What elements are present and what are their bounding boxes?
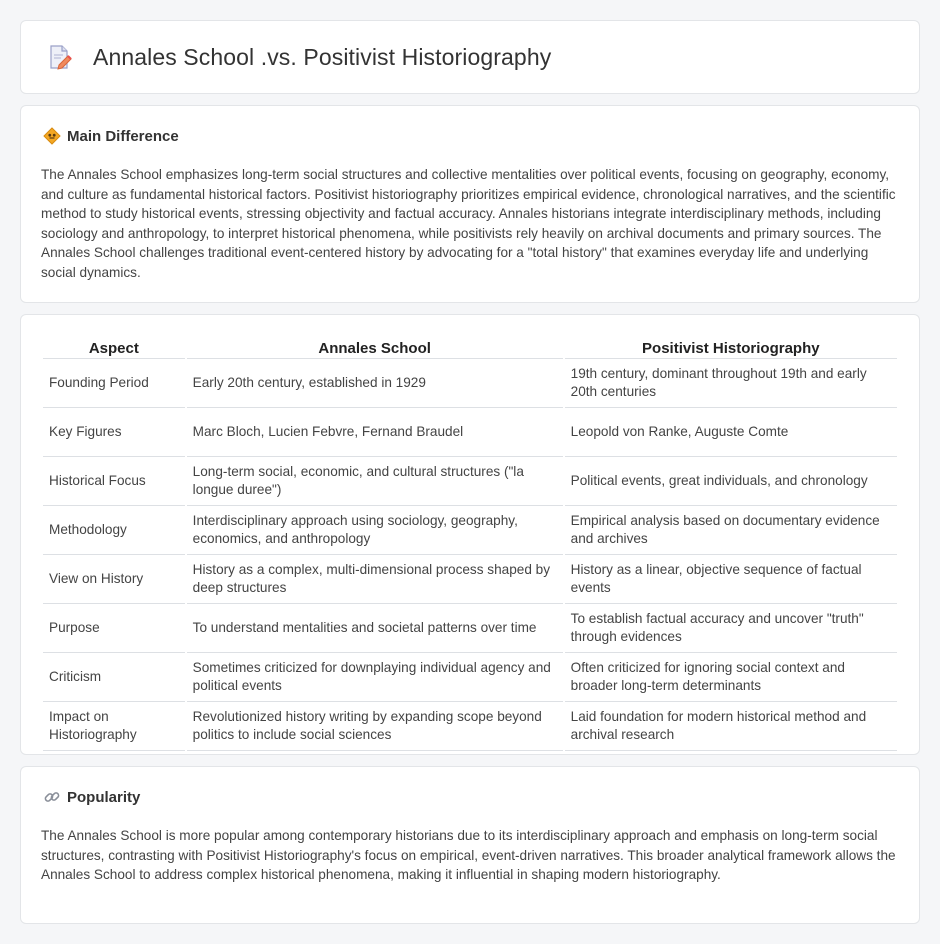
table-row [43, 702, 897, 751]
table-row [43, 604, 897, 653]
column-header: Positivist Historiography [565, 335, 897, 359]
aspect-cell: Impact on Historiography [43, 702, 185, 751]
comparison-card [20, 314, 920, 755]
column-header: Annales School [187, 335, 563, 359]
title-row [47, 43, 551, 71]
annales-cell: Early 20th century, established in 1929 [187, 359, 563, 408]
annales-cell: Long-term social, economic, and cultural structures ("la longue duree") [187, 457, 563, 506]
annales-cell: To understand mentalities and societal patterns over time [187, 604, 563, 653]
table-row [43, 506, 897, 555]
annales-cell: Revolutionized history writing by expanding scope beyond politics to include social sciences [187, 702, 563, 751]
popularity-text: The Annales School is more popular among contemporary historians due to its interdisciplinary approach and emphasis on long-term social structures, contrasting with Positivist Historiography's focus on empirical, event-driven narratives. This broader analytical framework allows the Annales School to address complex historical phenomena, making it influential in shaping modern historiography. [41, 828, 896, 883]
table-header-row [43, 335, 897, 359]
positivist-cell: History as a linear, objective sequence of factual events [565, 555, 897, 604]
popularity-heading [43, 788, 140, 806]
main-difference-heading [43, 127, 179, 145]
table-row [43, 359, 897, 408]
positivist-cell: Leopold von Ranke, Auguste Comte [565, 408, 897, 457]
positivist-cell: Laid foundation for modern historical method and archival research [565, 702, 897, 751]
table-row [43, 653, 897, 702]
document-edit-icon [47, 43, 73, 71]
main-difference-card [20, 105, 920, 303]
main-difference-text: The Annales School emphasizes long-term social structures and collective mentalities over political events, focusing on geography, economy, and culture as fundamental historical factors. Positivist historiography prioritizes empirical evidence, chronological narratives, and the scientific method to study historical events, stressing objectivity and factual accuracy. Annales historians integrate interdisciplinary methods, including sociology and anthropology, to interpret historical phenomena, while positivists rely heavily on archival documents and primary sources. The Annales School challenges traditional event-centered history by advocating for a "total history" that examines everyday life and underlying social dynamics. [41, 167, 896, 280]
aspect-cell: Methodology [43, 506, 185, 555]
diamond-sign-icon [43, 127, 61, 145]
aspect-cell: View on History [43, 555, 185, 604]
annales-cell: Sometimes criticized for downplaying individual agency and political events [187, 653, 563, 702]
aspect-cell: Purpose [43, 604, 185, 653]
column-header: Aspect [43, 335, 185, 359]
aspect-cell: Founding Period [43, 359, 185, 408]
table-row [43, 457, 897, 506]
annales-cell: History as a complex, multi-dimensional process shaped by deep structures [187, 555, 563, 604]
popularity-card [20, 766, 920, 924]
positivist-cell: Often criticized for ignoring social context and broader long-term determinants [565, 653, 897, 702]
annales-cell: Interdisciplinary approach using sociology, geography, economics, and anthropology [187, 506, 563, 555]
comparison-table [41, 335, 899, 751]
positivist-cell: Political events, great individuals, and chronology [565, 457, 897, 506]
popularity-title: Popularity [67, 788, 141, 806]
table-row [43, 408, 897, 457]
table-row [43, 555, 897, 604]
positivist-cell: Empirical analysis based on documentary evidence and archives [565, 506, 897, 555]
positivist-cell: 19th century, dominant throughout 19th and early 20th centuries [565, 359, 897, 408]
positivist-cell: To establish factual accuracy and uncover "truth" through evidences [565, 604, 897, 653]
main-difference-title: Main Difference [67, 127, 179, 145]
aspect-cell: Key Figures [43, 408, 185, 457]
aspect-cell: Criticism [43, 653, 185, 702]
page-title: Annales School .vs. Positivist Historiography [93, 43, 552, 70]
annales-cell: Marc Bloch, Lucien Febvre, Fernand Braudel [187, 408, 563, 457]
link-icon [43, 788, 61, 806]
title-card [20, 20, 920, 94]
aspect-cell: Historical Focus [43, 457, 185, 506]
